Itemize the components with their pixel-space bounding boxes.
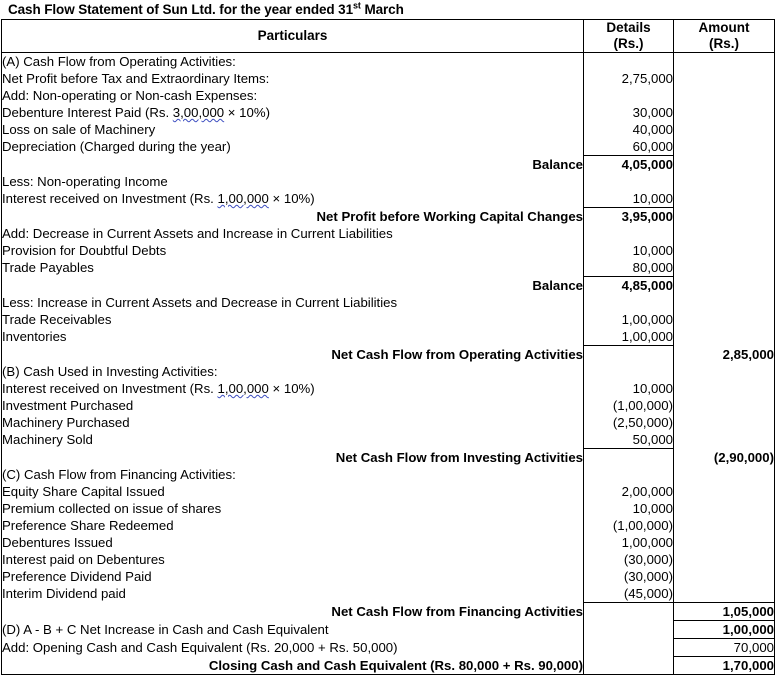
- row-amount-value: [674, 397, 775, 414]
- table-row: [2, 397, 775, 414]
- table-row: [2, 208, 775, 226]
- row-label: Machinery Purchased: [2, 415, 130, 430]
- table-row: [2, 277, 775, 295]
- row-details-value: 10,000: [584, 242, 674, 259]
- row-label: Net Profit before Working Capital Changes: [316, 208, 583, 224]
- table-row: [2, 173, 775, 190]
- row-amount-value: [674, 121, 775, 138]
- table-row: [2, 380, 775, 397]
- row-label: Interest received on Investment (Rs. 1,00,000 × 10%): [2, 191, 315, 206]
- spellcheck-underline: 1,00,000: [217, 381, 269, 396]
- row-label: Add: Opening Cash and Cash Equivalent (Rs. 20,000 + Rs. 50,000): [2, 639, 398, 655]
- row-details-value: [584, 639, 674, 657]
- table-body: [2, 53, 775, 675]
- table-row: [2, 121, 775, 138]
- table-row: [2, 534, 775, 551]
- row-details-value: [584, 621, 674, 639]
- row-details-value: [584, 657, 674, 675]
- row-label: Loss on sale of Machinery: [2, 122, 156, 137]
- table-row: [2, 363, 775, 380]
- table-row: [2, 621, 775, 639]
- row-amount-value: [674, 138, 775, 156]
- row-details-value: 10,000: [584, 380, 674, 397]
- row-details-value: 3,95,000: [584, 208, 674, 226]
- table-row: [2, 431, 775, 449]
- row-label: Net Profit before Tax and Extraordinary Items:: [2, 71, 270, 86]
- row-label: Net Cash Flow from Financing Activities: [331, 603, 583, 619]
- row-amount-value: [674, 328, 775, 346]
- row-label: Debentures Issued: [2, 535, 113, 550]
- table-row: [2, 225, 775, 242]
- table-row: [2, 70, 775, 87]
- row-label: (B) Cash Used in Investing Activities:: [2, 364, 218, 379]
- table-row: [2, 517, 775, 534]
- row-amount-value: [674, 414, 775, 431]
- row-amount-value: [674, 173, 775, 190]
- row-details-value: 2,00,000: [584, 483, 674, 500]
- table-row: [2, 259, 775, 277]
- row-details-value: (1,00,000): [584, 517, 674, 534]
- column-header-details-unit: (Rs.): [613, 36, 644, 51]
- header-row: [2, 20, 775, 53]
- row-amount-value: 1,00,000: [674, 621, 775, 639]
- table-header: [2, 20, 775, 53]
- row-details-value: (2,50,000): [584, 414, 674, 431]
- row-amount-value: [674, 551, 775, 568]
- row-details-value: (45,000): [584, 585, 674, 603]
- table-row: [2, 156, 775, 174]
- row-details-value: 1,00,000: [584, 534, 674, 551]
- row-amount-value: (2,90,000): [713, 449, 774, 465]
- row-details-value: 10,000: [584, 500, 674, 517]
- row-details-value: 4,85,000: [584, 277, 674, 295]
- table-row: [2, 483, 775, 500]
- table-row: [2, 346, 775, 364]
- column-header-amount-unit: (Rs.): [709, 36, 739, 51]
- row-label: Closing Cash and Cash Equivalent (Rs. 80,000 + Rs. 90,000): [208, 657, 583, 673]
- row-label: Trade Receivables: [2, 312, 112, 327]
- row-details-value: 60,000: [584, 138, 674, 156]
- table-row: [2, 104, 775, 121]
- row-label: Preference Share Redeemed: [2, 518, 174, 533]
- row-details-value: [584, 449, 674, 467]
- row-details-value: [584, 603, 674, 621]
- table-row: [2, 585, 775, 603]
- row-amount-value: [674, 208, 775, 226]
- column-header-details: [584, 20, 674, 53]
- table-row: [2, 87, 775, 104]
- row-amount-value: [674, 190, 775, 208]
- row-label: Depreciation (Charged during the year): [2, 139, 231, 154]
- table-row: [2, 639, 775, 657]
- table-row: [2, 551, 775, 568]
- row-amount-value: [674, 363, 775, 380]
- row-details-value: [584, 294, 674, 311]
- row-amount-value: [674, 294, 775, 311]
- row-amount-value: [674, 483, 775, 500]
- row-details-value: (1,00,000): [584, 397, 674, 414]
- row-details-value: 80,000: [584, 259, 674, 277]
- row-amount-value: [674, 53, 775, 71]
- row-label: Investment Purchased: [2, 398, 134, 413]
- page-title-suffix: March: [360, 2, 404, 17]
- row-amount-value: [674, 568, 775, 585]
- table-row: [2, 328, 775, 346]
- row-details-value: (30,000): [584, 551, 674, 568]
- row-label: Preference Dividend Paid: [2, 569, 152, 584]
- spellcheck-underline: 1,00,000: [217, 191, 269, 206]
- column-header-particulars: Particulars: [2, 20, 584, 53]
- row-label: Debenture Interest Paid (Rs. 3,00,000 × 10%): [2, 105, 270, 120]
- row-amount-value: [674, 311, 775, 328]
- table-row: [2, 294, 775, 311]
- row-amount-value: [674, 431, 775, 449]
- row-amount-value: [674, 466, 775, 483]
- row-amount-value: 1,05,000: [674, 603, 775, 621]
- row-details-value: [584, 225, 674, 242]
- row-label: Inventories: [2, 329, 67, 344]
- row-label: Net Cash Flow from Investing Activities: [335, 449, 583, 465]
- row-amount-value: [674, 104, 775, 121]
- row-details-value: 40,000: [584, 121, 674, 138]
- row-label: (C) Cash Flow from Financing Activities:: [2, 467, 236, 482]
- table-row: [2, 414, 775, 431]
- row-details-value: [584, 87, 674, 104]
- table-row: [2, 138, 775, 156]
- row-details-value: [584, 363, 674, 380]
- row-label: Provision for Doubtful Debts: [2, 243, 167, 258]
- row-amount-value: [674, 259, 775, 277]
- row-amount-value: [674, 517, 775, 534]
- row-details-value: [584, 173, 674, 190]
- row-amount-value: 1,70,000: [674, 657, 775, 675]
- row-details-value: [584, 466, 674, 483]
- table-row: [2, 242, 775, 259]
- row-details-value: 1,00,000: [584, 311, 674, 328]
- spellcheck-underline: 3,00,000: [172, 105, 225, 120]
- row-label: Machinery Sold: [2, 432, 93, 447]
- row-amount-value: [674, 156, 775, 174]
- table-row: [2, 500, 775, 517]
- row-details-value: [584, 346, 674, 364]
- row-details-value: [584, 53, 674, 71]
- row-amount-value: [674, 585, 775, 603]
- table-row: [2, 568, 775, 585]
- row-amount-value: [674, 534, 775, 551]
- row-details-value: 2,75,000: [584, 70, 674, 87]
- page-title-prefix: Cash Flow Statement of Sun Ltd. for the year ended 31: [8, 2, 354, 17]
- row-amount-value: 70,000: [674, 639, 775, 657]
- row-label: (A) Cash Flow from Operating Activities:: [2, 54, 236, 69]
- column-header-amount-label: Amount: [698, 20, 750, 35]
- row-amount-value: [674, 242, 775, 259]
- row-details-value: 1,00,000: [584, 328, 674, 346]
- row-amount-value: [674, 70, 775, 87]
- row-amount-value: [674, 277, 775, 295]
- table-row: [2, 53, 775, 71]
- row-details-value: 30,000: [584, 104, 674, 121]
- row-label: Add: Decrease in Current Assets and Increase in Current Liabilities: [2, 226, 393, 241]
- row-details-value: 4,05,000: [584, 156, 674, 174]
- row-amount-value: 2,85,000: [722, 346, 774, 362]
- row-label: Interim Dividend paid: [2, 586, 126, 601]
- row-details-value: (30,000): [584, 568, 674, 585]
- row-label: Net Cash Flow from Operating Activities: [331, 346, 583, 362]
- row-label: Balance: [532, 277, 583, 293]
- table-row: [2, 466, 775, 483]
- row-label: Premium collected on issue of shares: [2, 501, 222, 516]
- row-label: Interest received on Investment (Rs. 1,00,000 × 10%): [2, 381, 315, 396]
- row-amount-value: [674, 225, 775, 242]
- row-label: (D) A - B + C Net Increase in Cash and Cash Equivalent: [2, 621, 329, 637]
- row-label: Balance: [532, 156, 583, 172]
- row-amount-value: [674, 500, 775, 517]
- row-label: Equity Share Capital Issued: [2, 484, 165, 499]
- table-row: [2, 603, 775, 621]
- row-details-value: 10,000: [584, 190, 674, 208]
- table-row: [2, 311, 775, 328]
- row-label: Add: Non-operating or Non-cash Expenses:: [2, 88, 258, 103]
- cash-flow-table: [1, 19, 775, 675]
- page-title-ordinal-suffix: st: [353, 0, 361, 11]
- table-row: [2, 657, 775, 675]
- row-details-value: 50,000: [584, 431, 674, 449]
- row-amount-value: [674, 87, 775, 104]
- row-label: Interest paid on Debentures: [2, 552, 165, 567]
- page-title: [0, 0, 775, 19]
- column-header-amount: [674, 20, 775, 53]
- row-label: Less: Non-operating Income: [2, 174, 168, 189]
- column-header-details-label: Details: [606, 20, 651, 35]
- row-label: Less: Increase in Current Assets and Decrease in Current Liabilities: [2, 295, 398, 310]
- row-amount-value: [674, 380, 775, 397]
- row-label: Trade Payables: [2, 260, 94, 275]
- table-row: [2, 190, 775, 208]
- table-row: [2, 449, 775, 467]
